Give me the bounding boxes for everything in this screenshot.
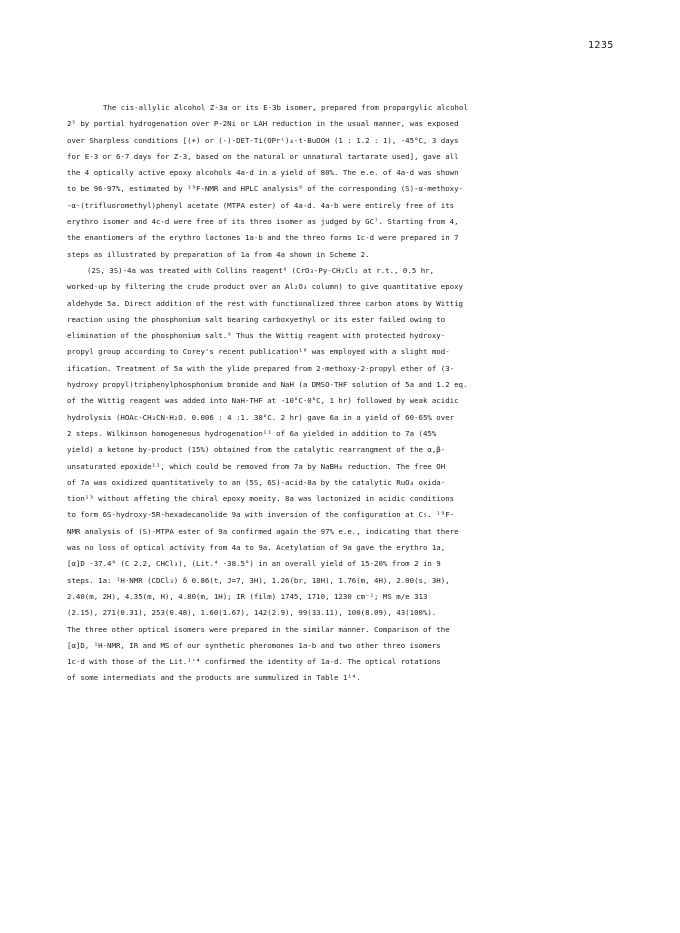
text-line: The three other optical isomers were prepared in the similar manner. Comparison of the	[67, 624, 450, 634]
text-line: 2⁵ by partial hydrogenation over P-2Ni or LAH reduction in the usual manner, was exposed	[67, 119, 459, 129]
text-line: unsaturated epoxide¹², which could be removed from 7a by NaBH₄ reduction. The free OH	[67, 461, 446, 471]
text-line: propyl group according to Corey's recent publication¹⁰ was employed with a slight mod-	[67, 347, 450, 357]
text-line: steps. 1a: ¹H-NMR (CDCl₃) δ 0.86(t, J=7, 3H), 1.26(br, 18H), 1.76(m, 4H), 2.00(s, 3H),	[67, 575, 450, 585]
body-text	[67, 100, 627, 687]
text-line: reaction using the phosphonium salt bearing carboxyethyl or its ester failed owing to	[67, 314, 446, 324]
text-line: [α]D -37.4° (C 2.2, CHCl₃), (Lit.⁴ -38.5°) in an overall yield of 15-20% from 2 in 9	[67, 559, 441, 569]
text-line: -α-(trifluoromethyl)phenyl acetate (MTPA ester) of 4a-d. 4a-b were entirely free of its	[67, 200, 455, 210]
text-line: was no loss of optical activity from 4a to 9a. Acetylation of 9a gave the erythro 1a,	[67, 543, 446, 553]
text-line: 2 steps. Wilkinson homogeneous hydrogenation¹¹ of 6a yielded in addition to 7a (45%	[67, 428, 437, 438]
text-line: over Sharpless conditions [(+) or (-)-DET-Ti(OPrⁱ)₄-t-BuOOH (1 : 1.2 : 1), -45°C, 3 days	[67, 135, 459, 145]
text-line: of some intermediats and the products are summulized in Table 1¹⁴.	[67, 673, 361, 683]
text-line: steps as illustrated by preparation of 1a from 4a shown in Scheme 2.	[67, 249, 370, 259]
text-line: of the Wittig reagent was added into NaH-THF at -10°C-0°C, 1 hr) followed by weak acidic	[67, 396, 459, 406]
text-line: (2.15), 271(0.31), 253(0.48), 1.60(1.67), 142(2.9), 99(33.11), 100(8.09), 43(100%).	[67, 608, 437, 618]
text-line: (2S, 3S)-4a was treated with Collins reagent⁸ (CrO₃-Py-CH₂Cl₂ at r.t., 0.5 hr,	[87, 265, 435, 275]
text-line: aldehyde 5a. Direct addition of the rest with functionalized three carbon atoms by Wittig	[67, 298, 464, 308]
text-line: the 4 optically active epoxy alcohols 4a-d in a yield of 80%. The e.e. of 4a-d was shown	[67, 168, 459, 178]
text-line: [α]D, ¹H-NMR, IR and MS of our synthetic pheromones 1a-b and two other threo isomers	[67, 640, 441, 650]
text-line: ification. Treatment of 5a with the ylide prepared from 2-methoxy-2-propyl ether of (3-	[67, 363, 455, 373]
text-line: 2.40(m, 2H), 4.35(m, H), 4.80(m, 1H); IR (film) 1745, 1710, 1230 cm⁻¹; MS m/e 313	[67, 591, 428, 601]
text-line: The cis-allylic alcohol Z-3a or its E-3b isomer, prepared from propargylic alcohol	[103, 103, 468, 112]
text-line: worked-up by filtering the crude product over an Al₂O₃ column) to give quantitative epoxy	[67, 282, 464, 292]
text-line: elimination of the phosphonium salt.⁹ Thus the Wittig reagent with protected hydroxy-	[67, 331, 446, 341]
text-line: for E-3 or 6-7 days for Z-3, based on the natural or unnatural tartarate used], gave all	[67, 151, 459, 161]
text-line: hydrolysis (HOAc-CH₃CN-H₂O. 0.006 : 4 :1. 30°C. 2 hr) gave 6a in a yield of 60-65% over	[67, 412, 455, 422]
text-line: yield) a ketone by-product (15%) obtained from the catalytic rearrangment of the α,β-	[67, 445, 446, 455]
text-line: 1c-d with those of the Lit.¹'⁴ confirmed the identity of 1a-d. The optical rotations	[67, 657, 441, 667]
text-line: to be 96-97%, estimated by ¹⁹F-NMR and HPLC analysis⁶ of the corresponding (S)-α-methoxy-	[67, 184, 464, 194]
text-line: erythro isomer and 4c-d were free of its threo isomer as judged by GC⁷. Starting from 4,	[67, 217, 459, 227]
text-line: hydroxy propyl)triphenylphosphonium bromide and NaH (a DMSO-THF solution of 5a and 1.2 eq.	[67, 380, 468, 390]
page-number: 1235	[588, 40, 614, 51]
text-line: of 7a was oxidized quantitatively to an (5S, 6S)-acid-8a by the catalytic RuO₄ oxida-	[67, 477, 446, 487]
text-line: to form 6S-hydroxy-5R-hexadecanolide 9a with inversion of the configuration at C₅. ¹⁹F-	[67, 510, 455, 520]
text-line: NMR analysis of (S)-MTPA ester of 9a confirmed again the 97% e.e., indicating that there	[67, 526, 459, 536]
text-line: tion¹³ without affeting the chiral epoxy moeity. 8a was lactonized in acidic conditions	[67, 494, 455, 504]
text-line: the enantiomers of the erythro lactones 1a-b and the threo forms 1c-d were prepared in 7	[67, 233, 459, 243]
